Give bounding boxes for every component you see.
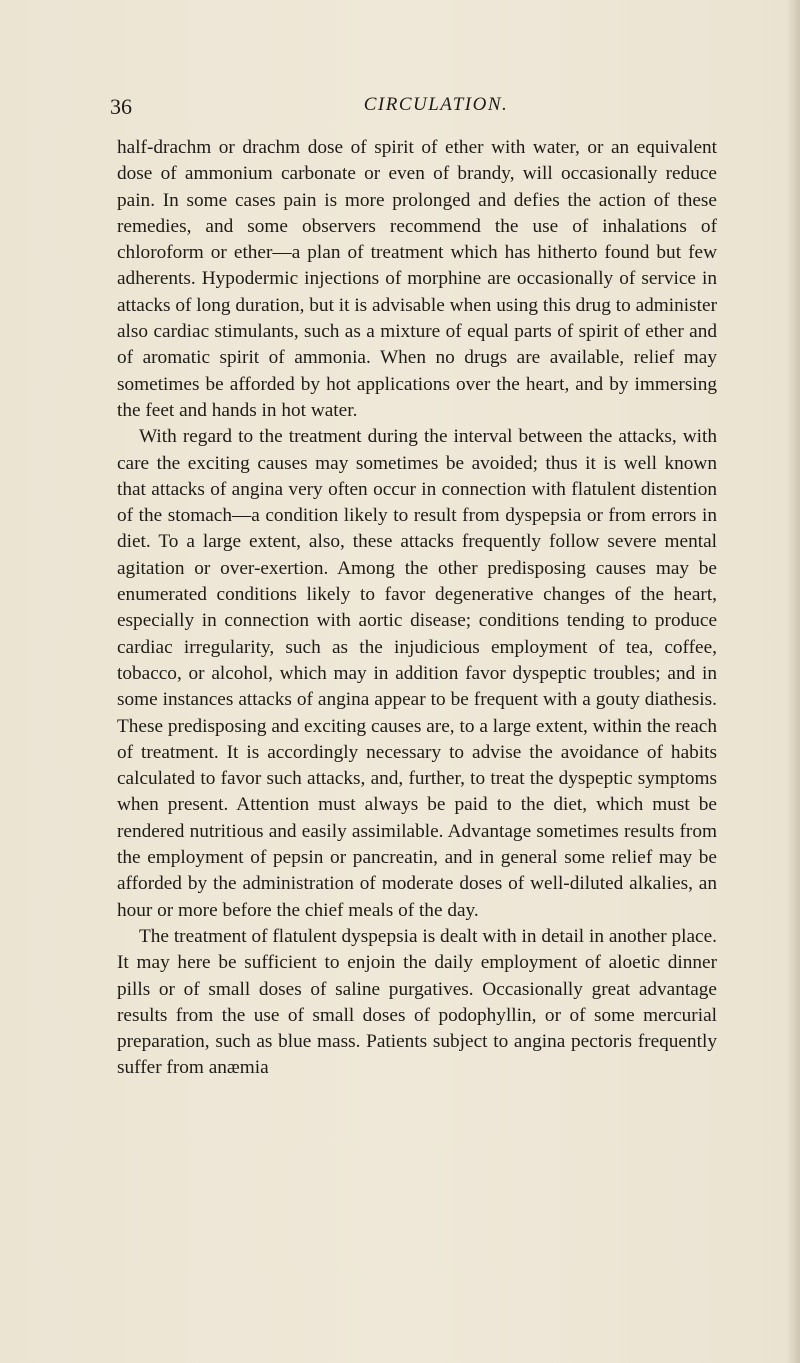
running-head [110,94,722,124]
paragraph-continued: half-drachm or drachm dose of spirit of ether with water, or an equivalent dose of ammonium carbonate or even of brandy, will occasionally reduce pain. In some cases pain is more prolonged and defies the action of these remedies, and some observers recommend the use of inhalations of chloroform or ether—a plan of treatment which has hitherto found but few adherents. Hypodermic injections of morphine are occasionally of service in attacks of long duration, but it is advisable when using this drug to administer also cardiac stimulants, such as a mixture of equal parts of spirit of ether and of aromatic spirit of ammonia. When no drugs are available, relief may sometimes be afforded by hot applications over the heart, and by immersing the feet and hands in hot water. [117,137,717,421]
paragraph-flatulent-dyspepsia: The treatment of flatulent dyspepsia is dealt with in detail in another place. It may here be sufficient to enjoin the daily employment of aloetic dinner pills or of small doses of saline purgatives. Occasionally great advantage results from the use of small doses of podophyllin, or of some mercurial preparation, such as blue mass. Patients subject to angina pectoris frequently suffer from anæmia [117,925,717,1079]
body-text [117,135,717,1082]
running-title: CIRCULATION. [363,94,509,115]
paragraph-interval-treatment: With regard to the treatment during the interval between the attacks, with care the exciting causes may sometimes be avoided; thus it is well known that attacks of angina very often occur in connection with flatulent distention of the stomach—a condition likely to result from dyspepsia or from errors in diet. To a large extent, also, these attacks frequently follow severe mental agitation or over-exertion. Among the other predisposing causes may be enumerated conditions likely to favor degenerative changes of the heart, especially in connection with aortic disease; conditions tending to produce cardiac irregularity, such as the injudicious employment of tea, coffee, tobacco, or alcohol, which may in addition favor dyspeptic troubles; and in some instances attacks of angina appear to be frequent with a gouty diathesis. These predisposing and exciting causes are, to a large extent, within the reach of treatment. It is accordingly necessary to advise the avoidance of habits calculated to favor such attacks, and, further, to treat the dyspeptic symptoms when present. Attention must always be paid to the diet, which must be rendered nutritious and easily assimilable. Advantage sometimes results from the employment of pepsin or pancreatin, and in general some relief may be afforded by the administration of moderate doses of well-diluted alkalies, an hour or more before the chief meals of the day. [117,426,717,921]
page-edge-shadow [786,0,800,1363]
page-number: 36 [110,94,132,119]
